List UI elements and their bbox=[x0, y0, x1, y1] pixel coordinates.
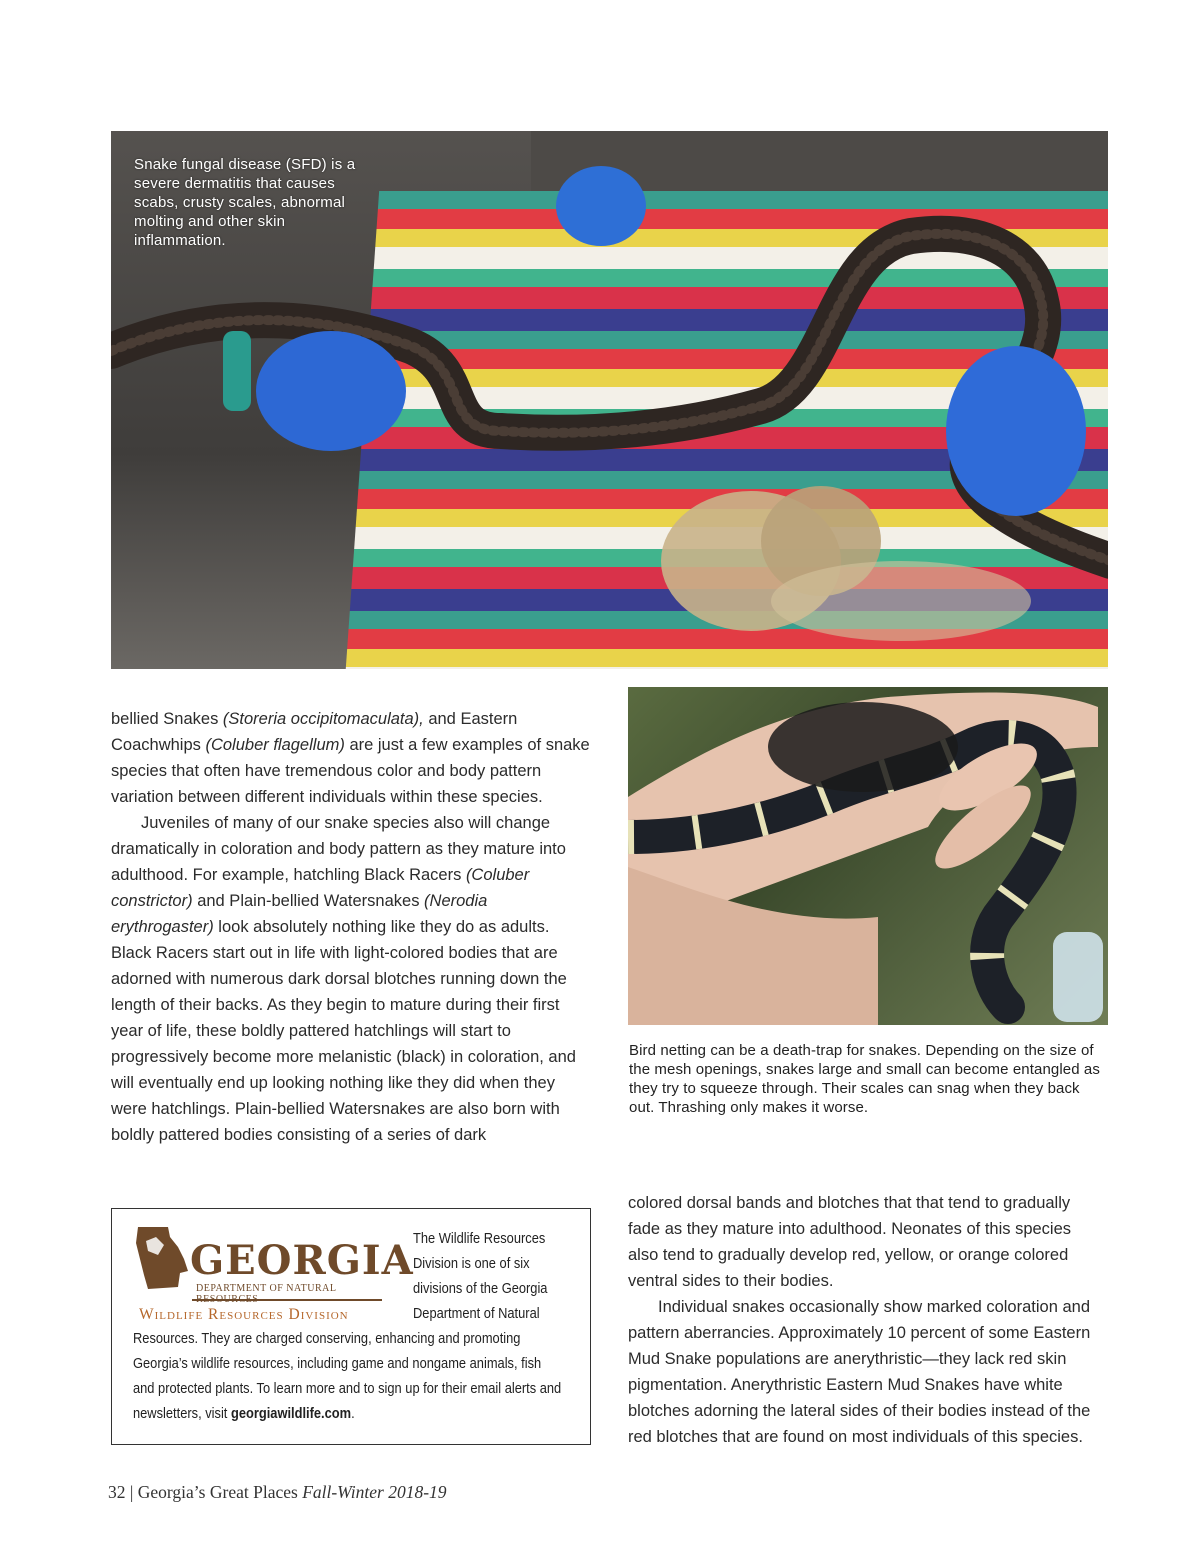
wildlife-resources-division-box bbox=[111, 1208, 591, 1445]
publication-name: Georgia’s Great Places bbox=[137, 1482, 298, 1502]
logo-division-text: Wildlife Resources Division bbox=[139, 1306, 349, 1323]
georgia-dnr-logo bbox=[134, 1221, 414, 1329]
georgiawildlife-link[interactable]: georgiawildlife.com bbox=[230, 1406, 352, 1422]
dnr-text-line: Division is one of six bbox=[413, 1256, 530, 1272]
dnr-text-line: Department of Natural bbox=[413, 1306, 540, 1322]
species-name: (Nerodia erythrogaster) bbox=[111, 892, 488, 936]
snake-fungal-disease-photo bbox=[111, 131, 1108, 669]
photo-illustration-2 bbox=[628, 687, 1108, 1025]
bird-netting-snake-photo bbox=[628, 687, 1108, 1025]
side-photo-caption: Bird netting can be a death-trap for snakes. Depending on the size of the mesh openings, snakes large and small can become entangled as they try to squeeze through. Their scales can snag when they back out. Thrashing only makes it worse. bbox=[629, 1042, 1100, 1116]
text-run: and Eastern Coachwhips bbox=[111, 710, 518, 754]
footer-separator: | bbox=[129, 1482, 134, 1502]
paragraph-4: Individual snakes occasionally show marked coloration and pattern aberrancies. Approximately 10 percent of some Eastern Mud Snake populations are anerythristic—they lack red skin pigmentation. Anerythristic Eastern Mud Snakes have white blotches adorning the lateral sides of their bodies instead of the red blotches that are found on most individuals of this species. bbox=[628, 1298, 1091, 1446]
logo-divider bbox=[192, 1299, 382, 1301]
logo-department-text: DEPARTMENT OF NATURAL bbox=[196, 1283, 337, 1294]
text-run: bellied Snakes bbox=[111, 710, 223, 728]
paragraph-3: colored dorsal bands and blotches that that tend to gradually fade as they mature into adulthood. Neonates of this species also tend to gradually develop red, yellow, or orange colored ventral sides to their bodies. bbox=[628, 1194, 1072, 1290]
left-column-text bbox=[111, 706, 593, 1148]
page-footer bbox=[108, 1482, 447, 1503]
dnr-text-line: divisions of the Georgia bbox=[413, 1281, 548, 1297]
dnr-text-bottom bbox=[133, 1327, 565, 1427]
page-number: 32 bbox=[108, 1482, 126, 1502]
dnr-text-run: . bbox=[351, 1406, 355, 1422]
issue-name: Fall-Winter 2018-19 bbox=[302, 1482, 447, 1502]
species-name: (Coluber flagellum) bbox=[205, 736, 345, 754]
species-name: (Coluber constrictor) bbox=[111, 866, 530, 910]
paragraph-1 bbox=[111, 706, 593, 810]
dnr-text-top bbox=[413, 1227, 584, 1327]
text-run: Juveniles of many of our snake species also will change dramatically in coloration and body pattern as they mature into adulthood. For example, hatchling Black Racers bbox=[111, 814, 566, 884]
text-run: are just a few examples of snake species that often have tremendous color and body pattern variation between different individuals within these species. bbox=[111, 736, 590, 806]
text-run: and Plain-bellied Watersnakes bbox=[192, 892, 425, 910]
text-run: look absolutely nothing like they do as adults. Black Racers start out in life with light-colored bodies that are adorned with numerous dark dorsal blotches running down the length of their backs. As they begin to mature during their first year of life, these boldly pattered hatchlings will start to progressively become more melanistic (black) in coloration, and will eventually end up looking nothing like they did when they were hatchlings. Plain-bellied Watersnakes are also born with boldly pattered bodies consisting of a series of dark bbox=[111, 918, 576, 1144]
dnr-text-run: Resources. They are charged conserving, enhancing and promoting Georgia’s wildlife resources, including game and nongame animals, fish and protected plants. To learn more and to sign up for their email alerts and newsletters, visit bbox=[133, 1331, 562, 1422]
dnr-text-line: The Wildlife Resources bbox=[413, 1231, 546, 1247]
right-column-text bbox=[628, 1190, 1100, 1450]
top-photo-caption: Snake fungal disease (SFD) is a severe dermatitis that causes scabs, crusty scales, abnormal molting and other skin inflammation. bbox=[134, 156, 356, 249]
paragraph-2 bbox=[111, 810, 593, 1148]
species-name: (Storeria occipitomaculata), bbox=[222, 710, 424, 728]
logo-georgia-text: GEORGIA bbox=[190, 1237, 414, 1284]
georgia-state-map-icon bbox=[134, 1225, 190, 1291]
